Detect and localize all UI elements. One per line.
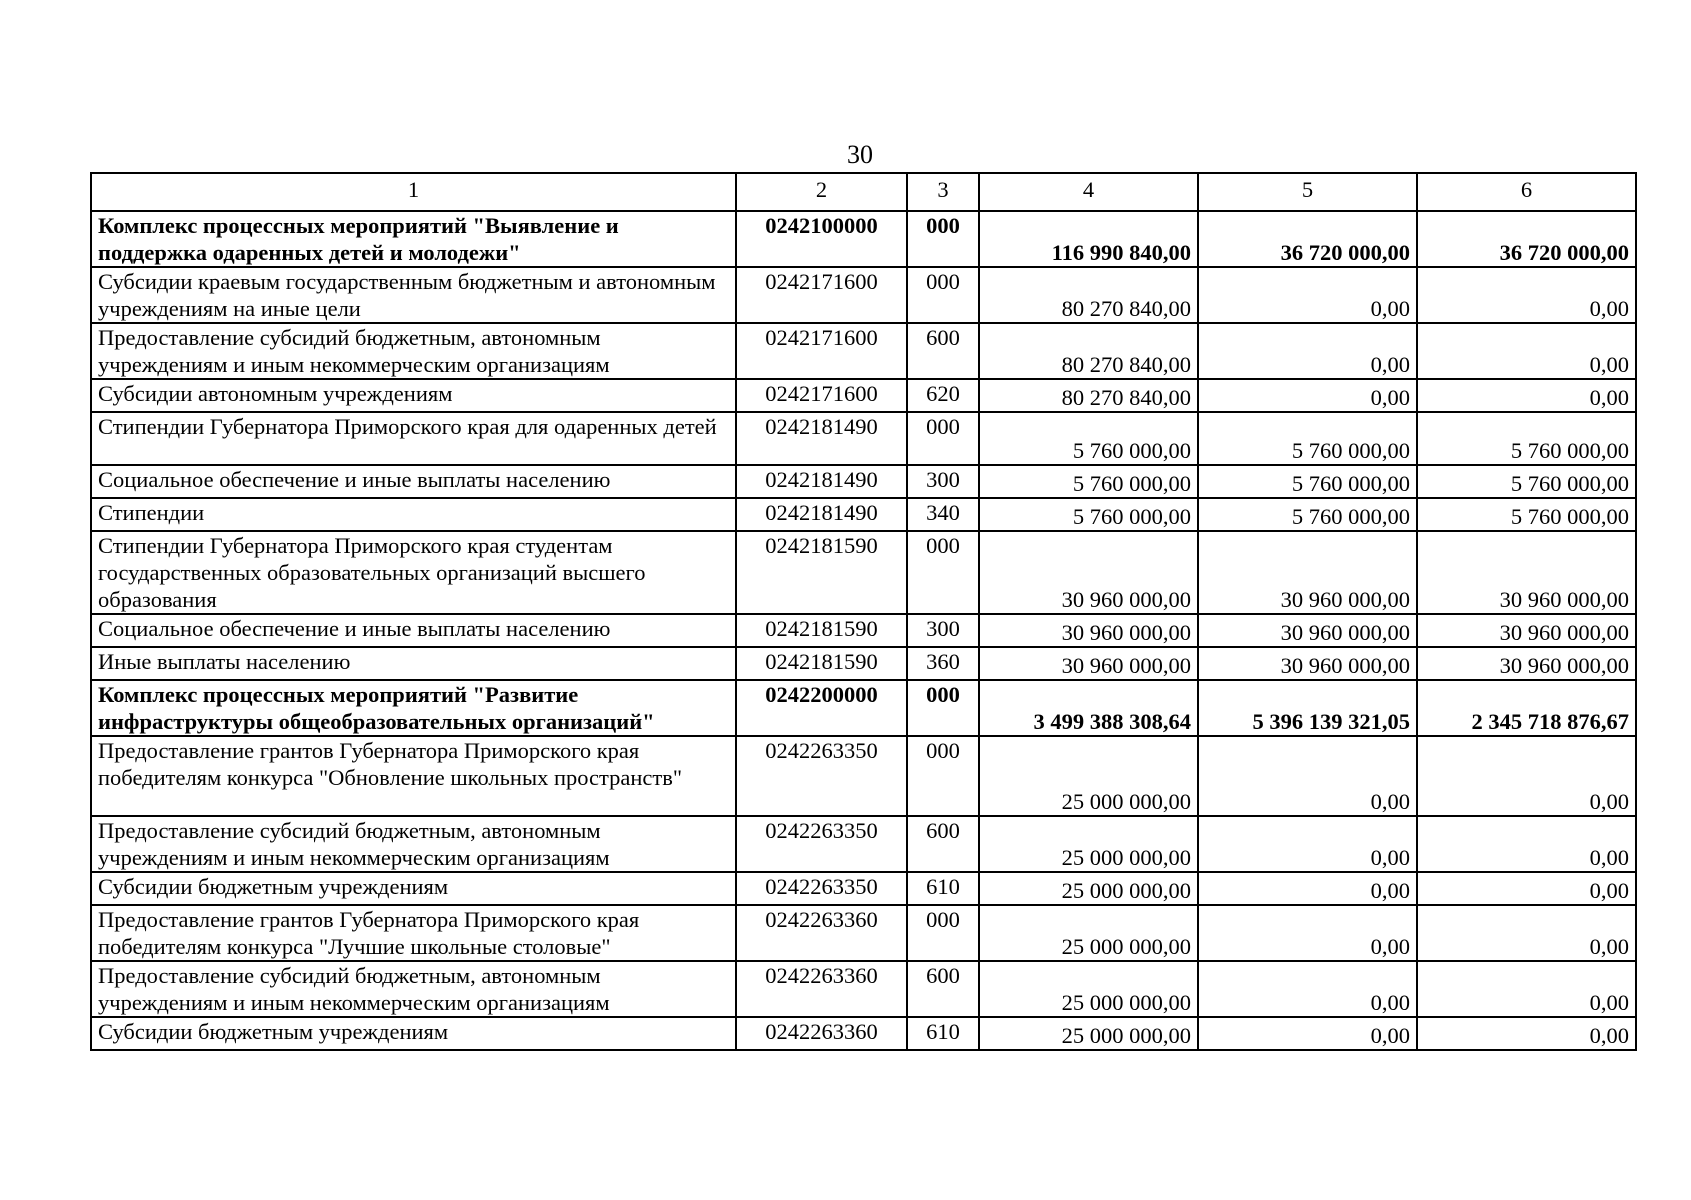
row-code-cell: 0242181590	[736, 614, 907, 647]
column-header: 1	[91, 173, 736, 211]
row-amount-col6-cell: 0,00	[1417, 816, 1636, 872]
row-kind-cell: 610	[907, 872, 979, 905]
row-kind-cell: 000	[907, 267, 979, 323]
row-kind-cell: 300	[907, 465, 979, 498]
row-amount-col4-cell: 25 000 000,00	[979, 905, 1198, 961]
table-row	[91, 267, 1636, 323]
table-row	[91, 379, 1636, 412]
row-code-cell: 0242263350	[736, 736, 907, 816]
row-amount-col5-cell: 30 960 000,00	[1198, 614, 1417, 647]
row-amount-col6-cell: 30 960 000,00	[1417, 614, 1636, 647]
row-amount-col4-cell: 25 000 000,00	[979, 1017, 1198, 1050]
row-amount-col4-cell: 3 499 388 308,64	[979, 680, 1198, 736]
row-name-cell: Субсидии бюджетным учреждениям	[91, 872, 736, 905]
row-name-cell: Комплекс процессных мероприятий "Выявление и поддержка одаренных детей и молодежи"	[91, 211, 736, 267]
row-amount-col5-cell: 0,00	[1198, 872, 1417, 905]
row-amount-col4-cell: 25 000 000,00	[979, 736, 1198, 816]
row-amount-col6-cell: 0,00	[1417, 872, 1636, 905]
row-code-cell: 0242171600	[736, 379, 907, 412]
row-amount-col6-cell: 0,00	[1417, 267, 1636, 323]
row-code-cell: 0242263360	[736, 1017, 907, 1050]
table-body	[91, 173, 1636, 1050]
row-name-cell: Комплекс процессных мероприятий "Развитие инфраструктуры общеобразовательных организаций"	[91, 680, 736, 736]
column-header: 5	[1198, 173, 1417, 211]
table-row	[91, 614, 1636, 647]
table-row	[91, 412, 1636, 465]
row-amount-col4-cell: 80 270 840,00	[979, 379, 1198, 412]
table-row	[91, 531, 1636, 614]
row-amount-col5-cell: 0,00	[1198, 961, 1417, 1017]
row-kind-cell: 000	[907, 736, 979, 816]
row-kind-cell: 610	[907, 1017, 979, 1050]
row-amount-col4-cell: 5 760 000,00	[979, 465, 1198, 498]
row-amount-col5-cell: 5 760 000,00	[1198, 465, 1417, 498]
row-name-cell: Стипендии	[91, 498, 736, 531]
row-name-cell: Социальное обеспечение и иные выплаты населению	[91, 614, 736, 647]
row-amount-col4-cell: 5 760 000,00	[979, 498, 1198, 531]
row-kind-cell: 600	[907, 816, 979, 872]
row-kind-cell: 000	[907, 680, 979, 736]
table-row	[91, 961, 1636, 1017]
page-number: 30	[847, 140, 873, 169]
row-code-cell: 0242171600	[736, 323, 907, 379]
row-amount-col5-cell: 30 960 000,00	[1198, 647, 1417, 680]
row-kind-cell: 000	[907, 211, 979, 267]
table-row	[91, 816, 1636, 872]
row-name-cell: Стипендии Губернатора Приморского края для одаренных детей	[91, 412, 736, 465]
row-amount-col5-cell: 36 720 000,00	[1198, 211, 1417, 267]
row-amount-col4-cell: 30 960 000,00	[979, 531, 1198, 614]
row-amount-col6-cell: 36 720 000,00	[1417, 211, 1636, 267]
row-amount-col5-cell: 0,00	[1198, 816, 1417, 872]
row-amount-col5-cell: 5 760 000,00	[1198, 498, 1417, 531]
row-amount-col6-cell: 30 960 000,00	[1417, 531, 1636, 614]
column-header: 2	[736, 173, 907, 211]
row-kind-cell: 300	[907, 614, 979, 647]
row-amount-col6-cell: 5 760 000,00	[1417, 498, 1636, 531]
row-code-cell: 0242171600	[736, 267, 907, 323]
row-code-cell: 0242200000	[736, 680, 907, 736]
row-amount-col4-cell: 80 270 840,00	[979, 323, 1198, 379]
row-amount-col4-cell: 30 960 000,00	[979, 614, 1198, 647]
row-amount-col5-cell: 0,00	[1198, 267, 1417, 323]
row-amount-col6-cell: 0,00	[1417, 736, 1636, 816]
row-kind-cell: 000	[907, 905, 979, 961]
column-header: 3	[907, 173, 979, 211]
row-amount-col6-cell: 0,00	[1417, 379, 1636, 412]
row-name-cell: Стипендии Губернатора Приморского края студентам государственных образовательных организаций высшего образования	[91, 531, 736, 614]
row-name-cell: Предоставление субсидий бюджетным, автономным учреждениям и иным некоммерческим организациям	[91, 961, 736, 1017]
table-row	[91, 465, 1636, 498]
table-row	[91, 1017, 1636, 1050]
table-row	[91, 905, 1636, 961]
table-row	[91, 498, 1636, 531]
row-amount-col4-cell: 30 960 000,00	[979, 647, 1198, 680]
row-name-cell: Субсидии автономным учреждениям	[91, 379, 736, 412]
row-name-cell: Субсидии бюджетным учреждениям	[91, 1017, 736, 1050]
table-row	[91, 872, 1636, 905]
row-code-cell: 0242263350	[736, 872, 907, 905]
column-header-row	[91, 173, 1636, 211]
row-amount-col4-cell: 25 000 000,00	[979, 816, 1198, 872]
row-code-cell: 0242181490	[736, 412, 907, 465]
row-amount-col5-cell: 0,00	[1198, 736, 1417, 816]
row-code-cell: 0242263360	[736, 905, 907, 961]
row-amount-col4-cell: 25 000 000,00	[979, 961, 1198, 1017]
row-code-cell: 0242181490	[736, 498, 907, 531]
row-name-cell: Социальное обеспечение и иные выплаты населению	[91, 465, 736, 498]
row-kind-cell: 000	[907, 531, 979, 614]
row-name-cell: Субсидии краевым государственным бюджетным и автономным учреждениям на иные цели	[91, 267, 736, 323]
table-row	[91, 647, 1636, 680]
row-amount-col6-cell: 0,00	[1417, 1017, 1636, 1050]
row-amount-col6-cell: 0,00	[1417, 323, 1636, 379]
row-amount-col5-cell: 0,00	[1198, 1017, 1417, 1050]
table-row	[91, 211, 1636, 267]
row-amount-col6-cell: 0,00	[1417, 961, 1636, 1017]
row-amount-col5-cell: 5 760 000,00	[1198, 412, 1417, 465]
row-code-cell: 0242263360	[736, 961, 907, 1017]
table-row	[91, 323, 1636, 379]
row-amount-col4-cell: 80 270 840,00	[979, 267, 1198, 323]
row-amount-col4-cell: 116 990 840,00	[979, 211, 1198, 267]
row-name-cell: Иные выплаты населению	[91, 647, 736, 680]
row-code-cell: 0242100000	[736, 211, 907, 267]
table-row	[91, 736, 1636, 816]
row-amount-col4-cell: 25 000 000,00	[979, 872, 1198, 905]
row-name-cell: Предоставление грантов Губернатора Приморского края победителям конкурса "Обновление школьных пространств"	[91, 736, 736, 816]
row-kind-cell: 360	[907, 647, 979, 680]
row-amount-col5-cell: 0,00	[1198, 905, 1417, 961]
row-code-cell: 0242263350	[736, 816, 907, 872]
row-amount-col6-cell: 5 760 000,00	[1417, 412, 1636, 465]
budget-table	[90, 172, 1637, 1051]
row-code-cell: 0242181590	[736, 647, 907, 680]
row-name-cell: Предоставление грантов Губернатора Приморского края победителям конкурса "Лучшие школьные столовые"	[91, 905, 736, 961]
row-code-cell: 0242181590	[736, 531, 907, 614]
row-amount-col5-cell: 0,00	[1198, 323, 1417, 379]
row-code-cell: 0242181490	[736, 465, 907, 498]
row-kind-cell: 620	[907, 379, 979, 412]
row-amount-col5-cell: 30 960 000,00	[1198, 531, 1417, 614]
column-header: 6	[1417, 173, 1636, 211]
row-amount-col5-cell: 5 396 139 321,05	[1198, 680, 1417, 736]
row-amount-col6-cell: 2 345 718 876,67	[1417, 680, 1636, 736]
row-name-cell: Предоставление субсидий бюджетным, автономным учреждениям и иным некоммерческим организациям	[91, 816, 736, 872]
table-row	[91, 680, 1636, 736]
row-kind-cell: 600	[907, 961, 979, 1017]
row-amount-col6-cell: 30 960 000,00	[1417, 647, 1636, 680]
row-kind-cell: 000	[907, 412, 979, 465]
row-name-cell: Предоставление субсидий бюджетным, автономным учреждениям и иным некоммерческим организациям	[91, 323, 736, 379]
row-amount-col6-cell: 5 760 000,00	[1417, 465, 1636, 498]
row-amount-col5-cell: 0,00	[1198, 379, 1417, 412]
column-header: 4	[979, 173, 1198, 211]
row-kind-cell: 340	[907, 498, 979, 531]
row-amount-col4-cell: 5 760 000,00	[979, 412, 1198, 465]
row-kind-cell: 600	[907, 323, 979, 379]
row-amount-col6-cell: 0,00	[1417, 905, 1636, 961]
